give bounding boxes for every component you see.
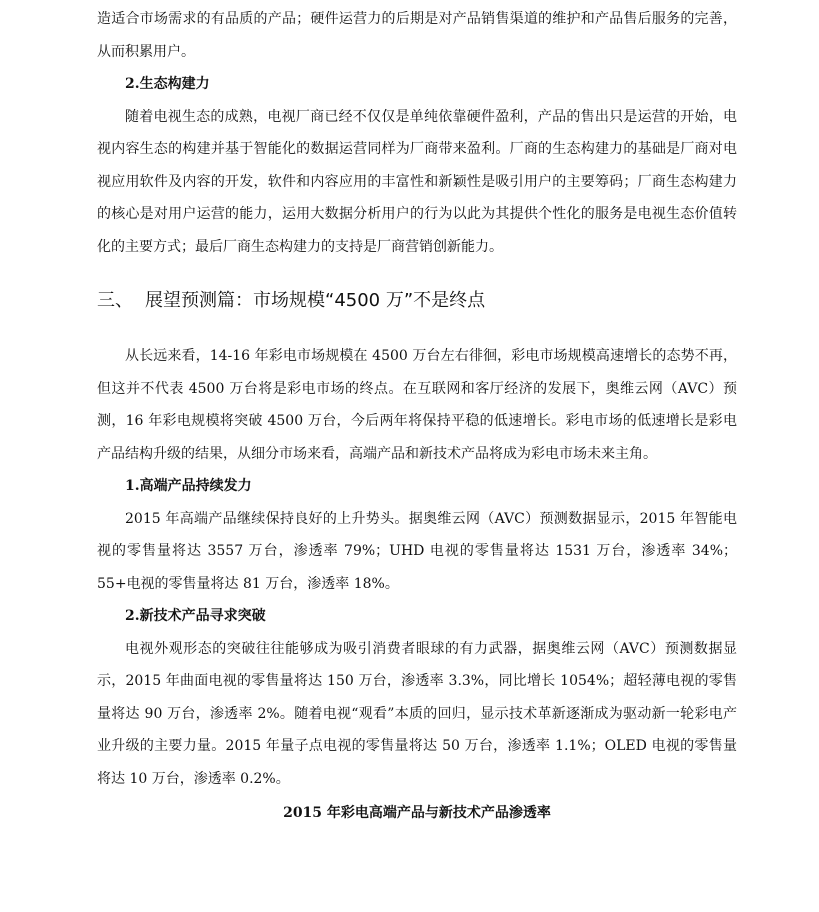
forecast-intro-paragraph: 从长远来看，14-16 年彩电市场规模在 4500 万台左右徘徊，彩电市场规模高速增长的态势不再，但这并不代表 4500 万台将是彩电市场的终点。在互联网和客厅经济的发展下，奥维云网（AVC）预测，16 年彩电规模将突破 4500 万台，今后两年将保持平稳的低速增长。彩电市场的低速增长是彩电产品结构升级的结果，从细分市场来看，高端产品和新技术产品将成为彩电市场未来主角。 — [97, 348, 737, 462]
subheading-high-end: 1.高端产品持续发力 — [125, 478, 252, 494]
subheading-ecosystem: 2.生态构建力 — [125, 76, 210, 92]
continuation-paragraph: 造适合市场需求的有品质的产品；硬件运营力的后期是对产品销售渠道的维护和产品售后服务的完善，从而积累用户。 — [97, 11, 737, 60]
section-number: 三、 — [97, 290, 133, 311]
ecosystem-paragraph: 随着电视生态的成熟，电视厂商已经不仅仅是单纯依靠硬件盈利，产品的售出只是运营的开始，电视内容生态的构建并基于智能化的数据运营同样为厂商带来盈利。厂商的生态构建力的基础是厂商对电视应用软件及内容的开发，软件和内容应用的丰富性和新颖性是吸引用户的主要筹码；厂商生态构建力的核心是对用户运营的能力，运用大数据分析用户的行为以此为其提供个性化的服务是电视生态价值转化的主要方式；最后厂商生态构建力的支持是厂商营销创新能力。 — [97, 108, 737, 255]
high-end-paragraph: 2015 年高端产品继续保持良好的上升势头。据奥维云网（AVC）预测数据显示，2015 年智能电视的零售量将达 3557 万台，渗透率 79%；UHD 电视的零售量将达 1531 万台，渗透率 34%；55+电视的零售量将达 81 万台，渗透率 18%。 — [97, 510, 737, 592]
section-title — [97, 289, 737, 313]
chart-caption: 2015 年彩电高端产品与新技术产品渗透率 — [283, 805, 551, 821]
new-tech-paragraph: 电视外观形态的突破往往能够成为吸引消费者眼球的有力武器，据奥维云网（AVC）预测数据显示，2015 年曲面电视的零售量将达 150 万台，渗透率 3.3%，同比增长 1054%；超轻薄电视的零售量将达 90 万台，渗透率 2%。随着电视“观看”本质的回归，显示技术革新逐渐成为驱动新一轮彩电产业升级的主要力量。2015 年量子点电视的零售量将达 50 万台，渗透率 1.1%；OLED 电视的零售量将达 10 万台，渗透率 0.2%。 — [97, 640, 737, 787]
section-title-text: 展望预测篇：市场规模“4500 万”不是终点 — [145, 290, 486, 311]
document-page — [97, 0, 737, 829]
subheading-new-tech: 2.新技术产品寻求突破 — [125, 608, 266, 624]
